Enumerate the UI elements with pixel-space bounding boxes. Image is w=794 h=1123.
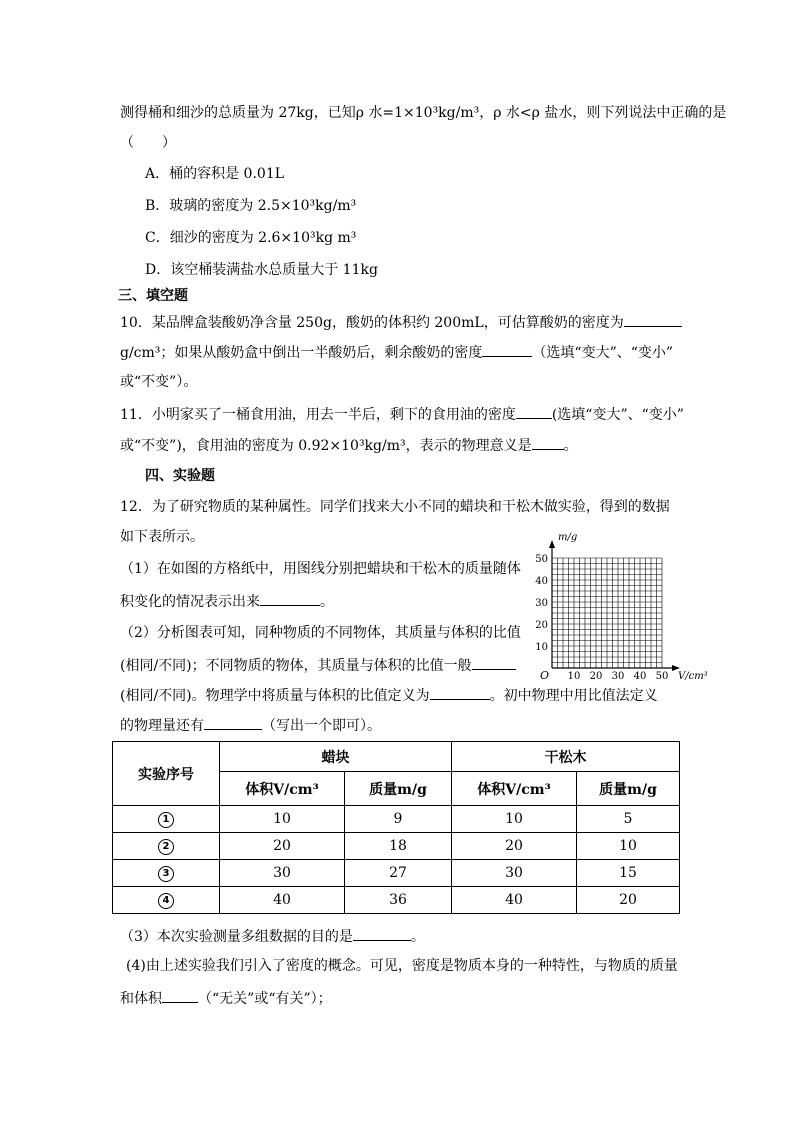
section-experiment: 四、实验题 — [145, 468, 215, 484]
th-seq: 实验序号 — [113, 742, 220, 806]
th-pine-mass: 质量m/g — [577, 772, 680, 806]
q10-line1 — [120, 312, 682, 333]
y-tick-labels — [535, 554, 548, 653]
q11-blank2[interactable] — [532, 435, 564, 450]
cell-pine-mass: 5 — [577, 806, 680, 833]
q12-p2e — [120, 715, 381, 736]
q12-p2b — [120, 655, 516, 676]
y-tick-label: 50 — [535, 554, 548, 565]
origin-label: O — [540, 669, 550, 682]
q12-p2d-text: 。初中物理中用比值法定义 — [489, 688, 658, 704]
q12-p1c-text: 。 — [320, 594, 334, 610]
cell-pine-vol: 20 — [452, 833, 577, 860]
q10-text2a: g/cm³；如果从酸奶盒中倒出一半酸奶后，剩余酸奶的密度 — [120, 345, 483, 361]
q9-line1: 测得桶和细沙的总质量为 27kg，已知ρ 水=1×10³kg/m³，ρ 水<ρ 盐水，则下列说法中正确的是 — [120, 105, 727, 121]
cell-wax-mass: 36 — [345, 887, 452, 914]
q10-blank1[interactable] — [624, 312, 682, 327]
q9-option-a: A．桶的容积是 0.01L — [145, 166, 285, 182]
q12-blank-diff[interactable] — [472, 655, 516, 670]
th-pine: 干松木 — [452, 742, 680, 772]
x-tick-label: 50 — [655, 671, 669, 682]
q9-option-d: D．该空桶装满盐水总质量大于 11kg — [145, 262, 378, 278]
q12-p2c-text: (相同/不同)。物理学中将质量与体积的比值定义为 — [120, 688, 430, 704]
q12-line2: 如下表所示。 — [120, 529, 204, 545]
x-tick-label: 20 — [589, 671, 603, 682]
q12-p2e-text: 的物理量还有 — [120, 718, 204, 734]
q12-blank-define[interactable] — [430, 685, 490, 700]
q12-p4b-text: 和体积 — [120, 991, 162, 1007]
q12-p3-text: （3）本次实验测量多组数据的目的是 — [120, 929, 353, 945]
cell-wax-vol: 10 — [220, 806, 345, 833]
table-row — [113, 860, 680, 887]
q12-blank-graph[interactable] — [260, 591, 320, 606]
q10-line3: 或“不变”）。 — [120, 374, 198, 390]
x-tick-label: 40 — [633, 671, 647, 682]
data-table — [112, 741, 680, 914]
row-seq: 3 — [113, 860, 220, 887]
table-row — [113, 806, 680, 833]
q12-p2a: （2）分析图表可知，同种物质的不同物体，其质量与体积的比值 — [120, 625, 521, 641]
q12-p3b-text: 。 — [410, 929, 425, 945]
table-row — [113, 887, 680, 914]
x-tick-labels — [568, 671, 669, 682]
y-axis-label: m/g — [558, 532, 578, 543]
q12-p3 — [120, 926, 425, 947]
q12-p1b-text: 积变化的情况表示出来 — [120, 594, 260, 610]
y-tick-label: 30 — [535, 598, 548, 609]
q10-line2 — [120, 342, 673, 363]
q10-blank2[interactable] — [482, 342, 532, 357]
q12-p1b — [120, 591, 334, 612]
cell-pine-vol: 10 — [452, 806, 577, 833]
row-seq: 1 — [113, 806, 220, 833]
cell-wax-vol: 20 — [220, 833, 345, 860]
cell-wax-mass: 27 — [345, 860, 452, 887]
q11-line1 — [120, 404, 684, 425]
row-seq: 2 — [113, 833, 220, 860]
row-seq: 4 — [113, 887, 220, 914]
th-pine-vol: 体积V/cm³ — [452, 772, 577, 806]
q10-text2b: （选填“变大”、“变小” — [532, 345, 674, 361]
grid-lines — [552, 558, 662, 668]
q12-blank-relation[interactable] — [162, 988, 198, 1003]
y-tick-label: 40 — [535, 576, 548, 587]
x-tick-label: 30 — [611, 671, 625, 682]
cell-pine-mass: 20 — [577, 887, 680, 914]
x-axis-label: V/cm³ — [678, 671, 708, 682]
y-tick-label: 20 — [535, 620, 548, 631]
grid-paper-chart[interactable] — [524, 528, 714, 683]
q11-text2b: 。 — [563, 438, 578, 454]
q9-option-b: B．玻璃的密度为 2.5×10³kg/m³ — [145, 198, 357, 214]
q12-p2f-text: （写出一个即可）。 — [262, 718, 381, 734]
q11-line2 — [120, 435, 578, 456]
q11-text1b: (选填“变大”、“变小” — [551, 407, 684, 423]
cell-wax-vol: 30 — [220, 860, 345, 887]
th-wax-mass: 质量m/g — [345, 772, 452, 806]
q12-p2b-text: (相同/不同)；不同物质的物体，其质量与体积的比值一般 — [120, 658, 472, 674]
q10-text1: 10．某品牌盒装酸奶净含量 250g，酸奶的体积约 200mL，可估算酸奶的密度为 — [120, 315, 624, 331]
q12-line1: 12．为了研究物质的某种属性。同学们找来大小不同的蜡块和干松木做实验，得到的数据 — [120, 499, 670, 515]
cell-pine-mass: 10 — [577, 833, 680, 860]
q11-blank1[interactable] — [516, 404, 552, 419]
cell-wax-mass: 18 — [345, 833, 452, 860]
q12-blank-purpose[interactable] — [353, 926, 411, 941]
q12-p2c — [120, 685, 658, 706]
cell-wax-vol: 40 — [220, 887, 345, 914]
table-row — [113, 833, 680, 860]
section-fill-in: 三、填空题 — [118, 288, 188, 304]
y-tick-label: 10 — [535, 642, 548, 653]
q12-blank-other[interactable] — [204, 715, 262, 730]
q12-p4a: (4)由上述实验我们引入了密度的概念。可见，密度是物质本身的一种特性，与物质的质量 — [126, 958, 678, 974]
q11-text2a: 或“不变”)，食用油的密度为 0.92×10³kg/m³，表示的物理意义是 — [120, 438, 532, 454]
cell-pine-mass: 15 — [577, 860, 680, 887]
q12-p4b — [120, 988, 332, 1009]
q11-text1a: 11．小明家买了一桶食用油，用去一半后，剩下的食用油的密度 — [120, 407, 516, 423]
x-tick-label: 10 — [567, 671, 581, 682]
th-wax-vol: 体积V/cm³ — [220, 772, 345, 806]
q9-option-c: C．细沙的密度为 2.6×10³kg m³ — [145, 230, 357, 246]
th-wax: 蜡块 — [220, 742, 452, 772]
q9-paren: （ ） — [120, 135, 176, 151]
cell-wax-mass: 9 — [345, 806, 452, 833]
cell-pine-vol: 40 — [452, 887, 577, 914]
q12-p4c-text: （“无关”或“有关”）； — [198, 991, 332, 1007]
q12-p1a: （1）在如图的方格纸中，用图线分别把蜡块和干松木的质量随体 — [120, 561, 521, 577]
cell-pine-vol: 30 — [452, 860, 577, 887]
y-axis-arrow — [549, 540, 555, 548]
